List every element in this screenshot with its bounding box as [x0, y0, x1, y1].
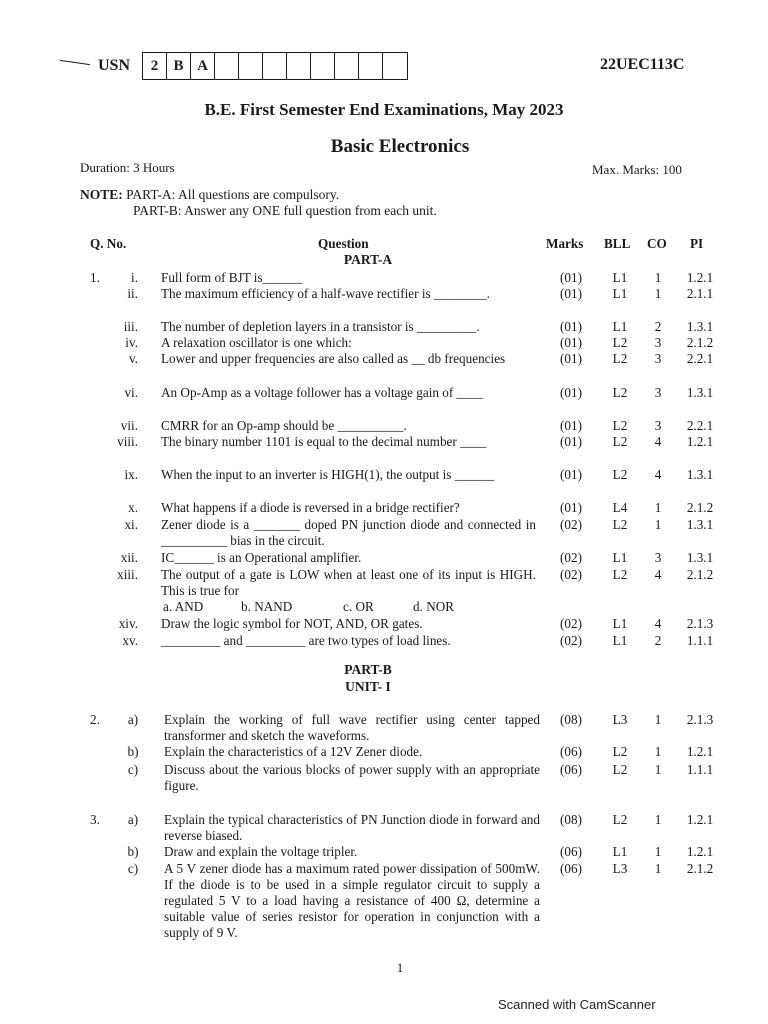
item-text: Explain the typical characteristics of PN Junction diode in forward and reverse biased.: [164, 812, 540, 843]
item-pi: 1.2.1: [686, 434, 714, 449]
item-pi: 1.3.1: [686, 319, 714, 334]
scanner-watermark: Scanned with CamScanner: [498, 997, 656, 1012]
item-co: 1: [654, 744, 662, 759]
usn-box-6: [263, 53, 287, 79]
item-marks: (01): [560, 270, 582, 285]
item-marks: (01): [560, 385, 582, 400]
usn-box-8: [311, 53, 335, 79]
item-co: 1: [654, 517, 662, 532]
item-bll: L3: [612, 712, 628, 727]
item-marks: (02): [560, 550, 582, 565]
usn-box-10: [359, 53, 383, 79]
item-text: IC______ is an Operational amplifier.: [161, 550, 362, 565]
item-marks: (01): [560, 351, 582, 366]
item-co: 4: [654, 567, 662, 582]
item-marks: (02): [560, 517, 582, 532]
item-text: When the input to an inverter is HIGH(1), the output is ______: [161, 467, 495, 482]
item-pi: 1.1.1: [686, 762, 714, 777]
col-co: CO: [647, 236, 667, 251]
option-c: c. OR: [343, 599, 374, 614]
item-marks: (01): [560, 434, 582, 449]
item-marks: (08): [560, 812, 582, 827]
subject-title: Basic Electronics: [330, 136, 470, 157]
usn-box-7: [287, 53, 311, 79]
usn-box-3: A: [191, 53, 215, 79]
usn-box-1: 2: [143, 53, 167, 79]
item-marks: (01): [560, 467, 582, 482]
item-sub: c): [127, 861, 139, 876]
item-bll: L1: [612, 286, 628, 301]
item-sub: xiii.: [117, 567, 138, 582]
item-marks: (01): [560, 418, 582, 433]
item-marks: (01): [560, 286, 582, 301]
item-text: Draw and explain the voltage tripler.: [164, 844, 358, 859]
item-sub: a): [127, 712, 139, 727]
item-pi: 2.1.3: [686, 616, 714, 631]
item-pi: 1.3.1: [686, 385, 714, 400]
item-co: 3: [654, 418, 662, 433]
note-line-1: [80, 187, 339, 203]
item-bll: L2: [612, 467, 628, 482]
item-pi: 2.1.3: [686, 712, 714, 727]
note-line-2: PART-B: Answer any ONE full question from each unit.: [133, 203, 437, 218]
item-marks: (08): [560, 712, 582, 727]
item-bll: L1: [612, 270, 628, 285]
col-bll: BLL: [604, 236, 631, 251]
item-bll: L1: [612, 633, 628, 648]
item-sub: xii.: [120, 550, 138, 565]
item-bll: L2: [612, 812, 628, 827]
q2-number: 2.: [90, 712, 100, 727]
col-pi: PI: [690, 236, 704, 251]
item-co: 1: [654, 861, 662, 876]
item-sub: xiv.: [118, 616, 138, 631]
item-text: An Op-Amp as a voltage follower has a voltage gain of ____: [161, 385, 483, 400]
item-sub: i.: [131, 270, 138, 285]
item-pi: 2.1.2: [686, 335, 714, 350]
col-question: Question: [318, 236, 369, 251]
item-sub: vi.: [124, 385, 138, 400]
item-pi: 1.3.1: [686, 467, 714, 482]
usn-dash: [60, 60, 90, 65]
item-text: Explain the working of full wave rectifier using center tapped transformer and sketch the waveforms.: [164, 712, 540, 743]
item-text: What happens if a diode is reversed in a bridge rectifier?: [161, 500, 460, 515]
item-co: 1: [654, 270, 662, 285]
item-pi: 2.1.2: [686, 500, 714, 515]
item-pi: 2.2.1: [686, 418, 714, 433]
item-bll: L2: [612, 418, 628, 433]
item-text: Zener diode is a _______ doped PN junction diode and connected in __________ bias in the circuit.: [161, 517, 536, 548]
item-text: A 5 V zener diode has a maximum rated power dissipation of 500mW. If the diode is to be used in a simple regulator circuit to supply a regulated 5 V to a load having a resistance of 400 Ω, determine a suitable value of series resistor for operation in conjunction with a supply of 9 V.: [164, 861, 540, 940]
item-sub: b): [127, 744, 139, 759]
item-marks: (01): [560, 319, 582, 334]
unit-title: UNIT- I: [345, 679, 391, 694]
item-co: 1: [654, 844, 662, 859]
note-label: NOTE:: [80, 187, 123, 202]
item-co: 1: [654, 286, 662, 301]
item-bll: L4: [612, 500, 628, 515]
item-co: 1: [654, 762, 662, 777]
item-text: Full form of BJT is______: [161, 270, 303, 285]
item-bll: L3: [612, 861, 628, 876]
item-text: The binary number 1101 is equal to the decimal number ____: [161, 434, 487, 449]
item-sub: x.: [128, 500, 138, 515]
usn-box-4: [215, 53, 239, 79]
item-text: The number of depletion layers in a transistor is _________.: [161, 319, 480, 334]
item-co: 3: [654, 385, 662, 400]
option-a: a. AND: [163, 599, 204, 614]
page-number: 1: [396, 960, 404, 975]
item-text: Explain the characteristics of a 12V Zener diode.: [164, 744, 423, 759]
usn-box-9: [335, 53, 359, 79]
item-marks: (06): [560, 861, 582, 876]
item-co: 2: [654, 319, 662, 334]
item-sub: v.: [128, 351, 138, 366]
item-marks: (02): [560, 616, 582, 631]
item-pi: 2.1.1: [686, 286, 714, 301]
item-co: 4: [654, 434, 662, 449]
item-bll: L2: [612, 385, 628, 400]
item-bll: L2: [612, 517, 628, 532]
duration: Duration: 3 Hours: [80, 160, 175, 175]
item-sub: iii.: [123, 319, 138, 334]
item-co: 4: [654, 467, 662, 482]
item-co: 1: [654, 812, 662, 827]
item-sub: vii.: [120, 418, 138, 433]
item-co: 2: [654, 633, 662, 648]
item-text: Draw the logic symbol for NOT, AND, OR gates.: [161, 616, 423, 631]
item-bll: L2: [612, 762, 628, 777]
item-bll: L2: [612, 567, 628, 582]
option-b: b. NAND: [241, 599, 293, 614]
q3-number: 3.: [90, 812, 100, 827]
item-bll: L1: [612, 844, 628, 859]
option-d: d. NOR: [413, 599, 455, 614]
item-text: The maximum efficiency of a half-wave rectifier is ________.: [161, 286, 490, 301]
item-text: Lower and upper frequencies are also called as __ db frequencies: [161, 351, 506, 366]
item-bll: L1: [612, 550, 628, 565]
item-co: 1: [654, 500, 662, 515]
item-bll: L2: [612, 335, 628, 350]
item-pi: 1.2.1: [686, 812, 714, 827]
course-code: 22UEC113C: [600, 56, 685, 73]
item-sub: xi.: [124, 517, 138, 532]
max-marks: Max. Marks: 100: [592, 162, 682, 177]
item-marks: (01): [560, 335, 582, 350]
item-text: CMRR for an Op-amp should be __________.: [161, 418, 407, 433]
usn-box-5: [239, 53, 263, 79]
col-marks: Marks: [546, 236, 584, 251]
item-sub: a): [127, 812, 139, 827]
item-pi: 2.1.2: [686, 567, 714, 582]
item-sub: b): [127, 844, 139, 859]
usn-box-11: [383, 53, 407, 79]
item-marks: (06): [560, 762, 582, 777]
item-pi: 2.2.1: [686, 351, 714, 366]
item-bll: L1: [612, 319, 628, 334]
item-co: 3: [654, 335, 662, 350]
note-text-1: PART-A: All questions are compulsory.: [126, 187, 340, 202]
item-co: 4: [654, 616, 662, 631]
usn-box-2: B: [167, 53, 191, 79]
usn-label: USN: [98, 57, 131, 74]
item-marks: (02): [560, 633, 582, 648]
item-text: Discuss about the various blocks of power supply with an appropriate figure.: [164, 762, 540, 793]
item-sub: ix.: [124, 467, 138, 482]
exam-title: B.E. First Semester End Examinations, May 2023: [204, 100, 564, 119]
item-pi: 2.1.2: [686, 861, 714, 876]
item-pi: 1.2.1: [686, 744, 714, 759]
item-bll: L1: [612, 616, 628, 631]
item-sub: iv.: [125, 335, 138, 350]
item-sub: c): [127, 762, 139, 777]
q1-number: 1.: [90, 270, 100, 285]
item-marks: (02): [560, 567, 582, 582]
item-sub: viii.: [117, 434, 138, 449]
item-marks: (01): [560, 500, 582, 515]
item-pi: 1.1.1: [686, 633, 714, 648]
item-co: 1: [654, 712, 662, 727]
item-bll: L2: [612, 434, 628, 449]
item-text: A relaxation oscillator is one which:: [161, 335, 352, 350]
item-marks: (06): [560, 844, 582, 859]
item-pi: 1.2.1: [686, 844, 714, 859]
item-pi: 1.3.1: [686, 517, 714, 532]
item-co: 3: [654, 351, 662, 366]
item-sub: xv.: [122, 633, 138, 648]
item-pi: 1.3.1: [686, 550, 714, 565]
item-sub: ii.: [127, 286, 138, 301]
item-pi: 1.2.1: [686, 270, 714, 285]
item-text: _________ and _________ are two types of load lines.: [161, 633, 451, 648]
part-a-title: PART-A: [343, 252, 393, 267]
item-marks: (06): [560, 744, 582, 759]
item-bll: L2: [612, 744, 628, 759]
item-bll: L2: [612, 351, 628, 366]
usn-boxes: [142, 52, 408, 80]
item-text: The output of a gate is LOW when at least one of its input is HIGH. This is true for: [161, 567, 536, 598]
part-b-title: PART-B: [344, 662, 392, 677]
col-qno: Q. No.: [90, 236, 127, 251]
item-co: 3: [654, 550, 662, 565]
